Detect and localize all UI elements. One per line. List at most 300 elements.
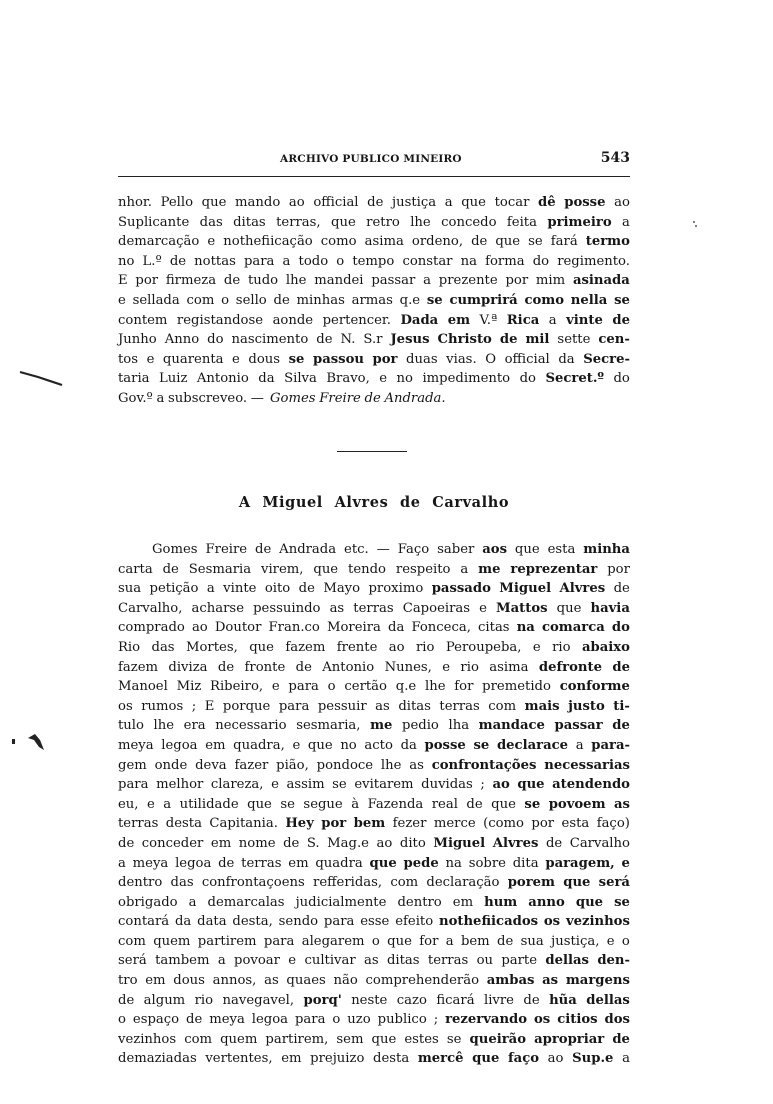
word: pião,	[276, 757, 309, 773]
text-line	[118, 252, 630, 272]
word: Mattos	[496, 600, 548, 616]
word: queirão	[469, 1031, 527, 1047]
word: que	[387, 933, 412, 949]
word: no	[396, 371, 413, 387]
word: que	[495, 234, 521, 250]
word: esse	[360, 914, 390, 930]
text-line	[118, 716, 630, 736]
word: ao	[492, 777, 510, 793]
word: o	[371, 933, 380, 949]
word: nascimento	[231, 332, 309, 348]
word: quadra,	[233, 737, 285, 753]
word: sua	[118, 581, 142, 597]
word: Silva	[284, 371, 317, 387]
word: que	[331, 214, 356, 230]
word: conforme	[559, 679, 630, 695]
word: sem	[336, 1031, 364, 1047]
word: dellas	[586, 992, 630, 1008]
word: conceder	[141, 835, 204, 851]
word: Manoel	[118, 679, 168, 695]
word: petição	[149, 581, 199, 597]
word: desta,	[232, 914, 273, 930]
word: Miz	[176, 679, 202, 695]
word: Miguel	[499, 581, 552, 597]
word: confrontaçoens	[201, 875, 305, 891]
word: mandei	[314, 273, 364, 289]
word: havia	[590, 600, 630, 616]
word: melhor	[156, 777, 204, 793]
word: feita	[506, 214, 537, 230]
word: porque	[222, 698, 271, 714]
word: vezinhos	[565, 914, 630, 930]
word: Suplicante	[118, 214, 190, 230]
word: na	[516, 620, 535, 636]
word: fazer	[234, 757, 269, 773]
word: segue	[303, 796, 343, 812]
word: de	[118, 835, 135, 851]
word: apropriar	[534, 1031, 605, 1047]
word: a	[622, 214, 630, 230]
word: o	[118, 1012, 126, 1028]
word: de	[273, 292, 290, 308]
word: S.r	[363, 332, 383, 348]
word: de	[545, 835, 563, 851]
word: porq'	[303, 992, 342, 1008]
word: judicialmente	[295, 894, 387, 910]
word: ficará	[436, 992, 475, 1008]
word: as	[409, 757, 424, 773]
word: ao	[288, 195, 305, 210]
word: que	[247, 796, 272, 812]
text-line	[118, 560, 630, 580]
word: citios	[557, 1012, 598, 1028]
word: prezente	[438, 273, 498, 289]
text-line	[118, 658, 630, 678]
word: fazem	[285, 639, 326, 655]
word: a	[445, 933, 454, 949]
word: lhe	[153, 718, 175, 734]
word: atendendo	[552, 777, 630, 793]
word: rio	[460, 659, 479, 675]
word: armas	[351, 292, 393, 308]
word: Anno	[164, 332, 200, 348]
word: nottas	[194, 253, 236, 269]
word: diviza	[168, 659, 208, 675]
word: primeiro	[547, 214, 612, 230]
word: por	[321, 816, 347, 832]
text-line	[118, 540, 630, 560]
word: justo	[568, 698, 605, 714]
word: Ribeiro,	[210, 679, 264, 695]
word: de	[169, 253, 187, 269]
word: den-	[597, 953, 630, 969]
word: para	[294, 1012, 326, 1028]
word: posse	[424, 737, 466, 753]
word: data	[197, 914, 227, 930]
word: do	[611, 620, 630, 636]
word: de	[612, 718, 630, 734]
word: de	[612, 659, 630, 675]
word: reprezentar	[510, 561, 598, 577]
word: declarace	[496, 737, 569, 753]
text-line	[118, 350, 630, 370]
word: em	[210, 835, 232, 851]
word: sua	[520, 933, 544, 949]
word: fronte	[244, 659, 286, 675]
word: —	[376, 542, 390, 557]
word: lha	[448, 718, 470, 734]
word: e	[232, 351, 240, 367]
word: e	[621, 855, 630, 871]
word: de	[612, 312, 630, 328]
text-line	[118, 271, 630, 291]
word: em	[145, 973, 166, 989]
word: de	[218, 855, 235, 871]
word: me	[478, 561, 501, 577]
word: que	[201, 195, 227, 210]
word: do	[519, 371, 536, 387]
text-line	[118, 599, 630, 619]
word: aonde	[272, 312, 314, 328]
word: ou	[476, 953, 493, 969]
margin-pen-mark	[8, 730, 48, 754]
word: dous	[173, 973, 205, 989]
word: registandose	[176, 312, 264, 328]
word: annos,	[212, 973, 257, 989]
word: mim	[535, 273, 566, 289]
section-body-text	[118, 540, 630, 1069]
text-line	[118, 932, 630, 952]
text-line-content: Gov.º a subscreveo. —	[118, 390, 264, 406]
word: em	[447, 312, 471, 328]
word: os	[534, 1012, 551, 1028]
word: todo	[298, 253, 329, 269]
word: duvidas	[421, 777, 473, 793]
word: virem,	[261, 561, 304, 577]
word: navegavel,	[222, 992, 295, 1008]
word: fezer	[392, 816, 427, 832]
word: que	[313, 561, 339, 577]
word: vinte	[223, 581, 257, 597]
word: anno	[528, 894, 565, 910]
text-line	[118, 834, 630, 854]
text-line	[118, 697, 630, 717]
word: for	[419, 933, 439, 949]
word: livre	[483, 992, 514, 1008]
word: legoa	[251, 1012, 289, 1028]
word: minha	[583, 542, 630, 557]
word: os	[543, 914, 561, 930]
word: ao	[614, 195, 630, 210]
word: e	[442, 659, 451, 675]
word: passar	[371, 273, 416, 289]
word: nothefiicados	[438, 914, 539, 930]
word: que	[575, 894, 604, 910]
word: ao	[547, 1051, 564, 1067]
word: citas	[478, 620, 510, 636]
word: Fazenda	[367, 796, 424, 812]
word: da	[388, 620, 405, 636]
word: posse	[564, 195, 606, 210]
word: não	[333, 973, 358, 989]
word: prejuizo	[310, 1051, 365, 1067]
word: de	[471, 234, 488, 250]
word: Pello	[160, 195, 194, 210]
word: Mag.e	[327, 835, 369, 851]
word: Luiz	[159, 371, 188, 387]
word: alegarem	[301, 933, 365, 949]
word: L.º	[142, 253, 162, 269]
word: hum	[484, 894, 518, 910]
word: (como	[483, 816, 524, 832]
word: para	[263, 933, 295, 949]
word: saber	[437, 542, 475, 557]
word: tro	[118, 973, 138, 989]
word: sendo	[278, 914, 319, 930]
word: publico	[377, 1012, 427, 1028]
margin-speck	[690, 218, 704, 230]
word: na	[445, 855, 462, 871]
word: Doutor	[214, 620, 262, 636]
word: por	[505, 273, 529, 289]
word: quem	[220, 1031, 258, 1047]
word: Sup.e	[572, 1051, 614, 1067]
text-line	[118, 1010, 630, 1030]
word: Faço	[397, 542, 430, 557]
word: official	[313, 195, 359, 210]
word: se	[288, 351, 305, 367]
running-head	[118, 150, 630, 170]
word: Fran.co	[268, 620, 320, 636]
word: para	[288, 679, 319, 695]
word: dellas	[545, 953, 589, 969]
word: passado	[431, 581, 491, 597]
word: tulo	[118, 718, 144, 734]
word: Carvalho,	[118, 600, 183, 616]
word: parte	[501, 953, 538, 969]
word: Mortes,	[185, 639, 238, 655]
word: as	[264, 973, 279, 989]
word: desta	[373, 1051, 410, 1067]
word: de	[255, 542, 272, 557]
word: Secre-	[583, 351, 630, 367]
text-line	[118, 311, 630, 331]
word: a	[622, 1051, 630, 1067]
word: onde	[154, 757, 188, 773]
word: terras	[439, 698, 480, 714]
word: tocar	[494, 195, 530, 210]
word: que	[563, 875, 591, 891]
word: de	[118, 992, 135, 1008]
word: forma	[485, 253, 525, 269]
word: se	[332, 777, 347, 793]
word: algum	[143, 992, 186, 1008]
word: terras	[118, 816, 159, 832]
word: pertencer.	[322, 312, 391, 328]
word: termo	[585, 234, 630, 250]
word: lhe	[285, 273, 307, 289]
word: que	[369, 855, 397, 871]
word: Sesmaria	[188, 561, 252, 577]
word: asima	[489, 659, 529, 675]
word: por	[531, 816, 555, 832]
word: bem	[353, 816, 386, 832]
word: passou	[312, 351, 364, 367]
word: necessarias	[544, 757, 630, 773]
word: demarcação	[118, 234, 200, 250]
word: de	[223, 273, 241, 289]
word: se	[446, 1031, 462, 1047]
word: mandace	[478, 718, 545, 734]
word: se	[614, 292, 630, 308]
running-title: ARCHIVO PUBLICO MINEIRO	[280, 153, 462, 165]
word: rio	[552, 639, 571, 655]
word: obrigado	[118, 894, 178, 910]
word: quem	[153, 933, 191, 949]
word: E	[204, 698, 215, 714]
word: Rica	[506, 312, 540, 328]
word: dito	[399, 835, 426, 851]
margin-pen-mark	[18, 366, 64, 388]
text-line	[118, 213, 630, 233]
word: cumprirá	[449, 292, 518, 308]
word: ;	[480, 777, 485, 793]
word: fará	[550, 234, 578, 250]
word: lhe	[380, 757, 402, 773]
word: Dada	[400, 312, 439, 328]
word: assim	[286, 777, 325, 793]
word: quadra	[315, 855, 363, 871]
word: povoem	[548, 796, 606, 812]
word: Peroupeba,	[445, 639, 522, 655]
word: sobre	[468, 855, 506, 871]
word: que	[514, 542, 540, 557]
word: que	[491, 796, 516, 812]
word: ordeno,	[411, 234, 464, 250]
word: para	[118, 777, 149, 793]
word: e	[271, 777, 279, 793]
word: merce	[433, 816, 476, 832]
word: para	[278, 698, 310, 714]
word: refferidas,	[313, 875, 383, 891]
word: rio	[416, 639, 435, 655]
word: mando	[235, 195, 281, 210]
word: pedio	[402, 718, 439, 734]
word: E	[118, 273, 128, 289]
word: tudo	[247, 273, 279, 289]
word: dita	[512, 855, 539, 871]
word: respeito	[395, 561, 451, 577]
word: esta	[561, 816, 590, 832]
word: dos	[604, 1012, 630, 1028]
word: bem	[460, 933, 490, 949]
word: e	[146, 351, 155, 367]
word: quarenta	[162, 351, 224, 367]
word: faço)	[596, 816, 630, 832]
word: Secret.º	[545, 371, 605, 387]
word: do	[532, 253, 550, 269]
word: da	[258, 371, 275, 387]
text-line	[118, 893, 630, 913]
word: em	[281, 1051, 302, 1067]
text-line	[118, 193, 630, 213]
word: Jesus	[390, 332, 430, 348]
word: em	[288, 855, 309, 871]
word: o	[332, 1012, 341, 1028]
word: e	[379, 371, 388, 387]
word: ;	[191, 698, 197, 714]
word: que	[307, 737, 333, 753]
word: a	[188, 894, 197, 910]
word: margens	[565, 973, 630, 989]
page-number: 543	[600, 150, 630, 166]
word: será	[118, 953, 147, 969]
word: defronte	[538, 659, 602, 675]
word: de	[612, 1031, 630, 1047]
word: Carvalho	[569, 835, 630, 851]
word: e	[207, 234, 216, 250]
word: meya	[132, 855, 169, 871]
word: e	[271, 679, 280, 695]
word: das	[170, 875, 194, 891]
word: de	[367, 195, 384, 210]
word: demaziadas	[118, 1051, 197, 1067]
word: paragem,	[545, 855, 615, 871]
word: por	[607, 561, 630, 577]
word: uzo	[347, 1012, 371, 1028]
word: do	[207, 332, 224, 348]
word: por	[372, 351, 398, 367]
word: a	[118, 855, 126, 871]
word: for	[454, 679, 474, 695]
word: Fonceca,	[411, 620, 471, 636]
word: da	[400, 737, 417, 753]
word: estes	[404, 1031, 439, 1047]
word: meya	[209, 1012, 245, 1028]
word: dê	[537, 195, 556, 210]
word: que	[249, 639, 274, 655]
word: clareza,	[210, 777, 264, 793]
word: se	[614, 894, 630, 910]
word: a	[460, 561, 469, 577]
word: Bravo,	[326, 371, 370, 387]
word: espaço	[132, 1012, 180, 1028]
text-line	[118, 291, 630, 311]
word: pessuindo	[253, 600, 321, 616]
word: taria	[118, 371, 150, 387]
word: asima	[364, 234, 404, 250]
word: passar	[554, 718, 603, 734]
word: dentro	[397, 894, 442, 910]
text-line	[118, 1049, 630, 1069]
word: ditas	[398, 698, 431, 714]
word: tendo	[348, 561, 386, 577]
word: e	[532, 639, 541, 655]
word: dous	[248, 351, 281, 367]
word: povoar	[234, 953, 280, 969]
word: certão	[344, 679, 387, 695]
word: Alvres	[492, 835, 539, 851]
text-line	[118, 389, 630, 409]
word: de	[217, 659, 235, 675]
word: pondoce	[316, 757, 374, 773]
text-line	[118, 854, 630, 874]
word: tos	[118, 351, 139, 367]
word: será	[598, 875, 630, 891]
word: utilidade	[179, 796, 239, 812]
word: com	[186, 292, 215, 308]
word: com	[390, 875, 419, 891]
